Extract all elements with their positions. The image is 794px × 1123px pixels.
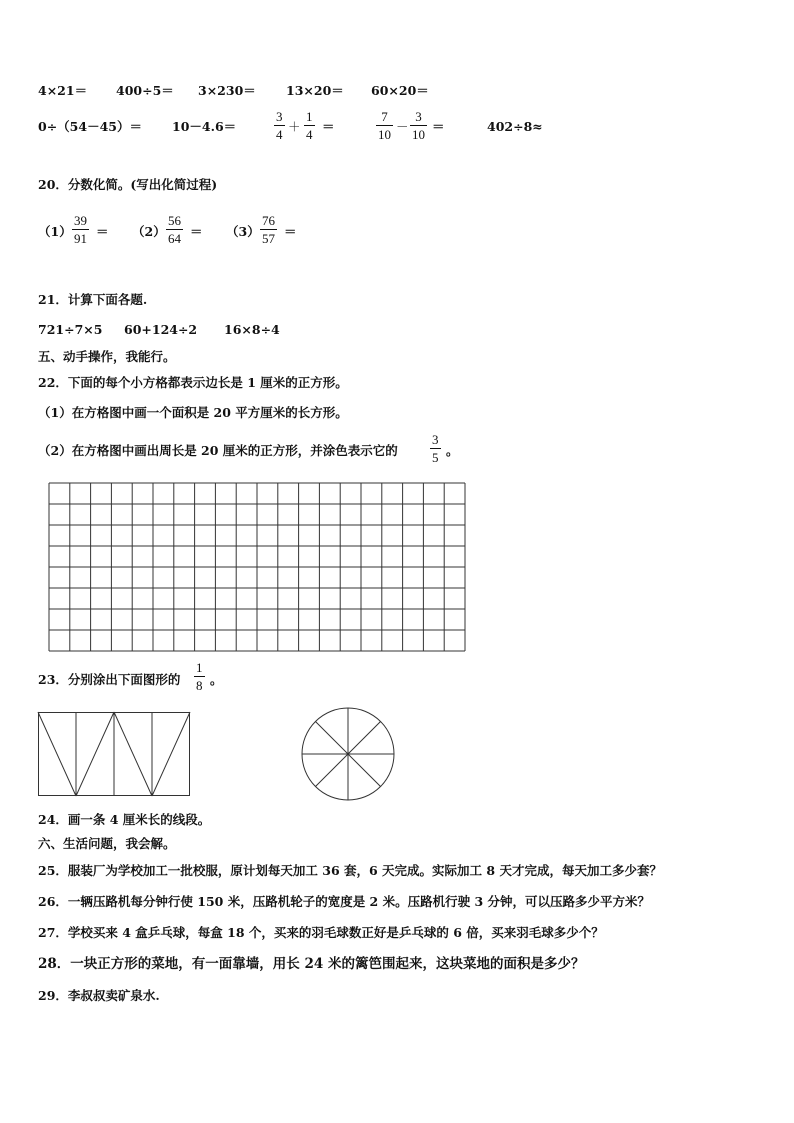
q21-expr-1: 721÷7×5 bbox=[38, 322, 103, 337]
calc-7: 10－4.6＝ bbox=[172, 119, 237, 134]
q22-sub2: （2）在方格图中画出周长是 20 厘米的正方形，并涂色表示它的 bbox=[38, 443, 398, 458]
q22-title: 22．下面的每个小方格都表示边长是 1 厘米的正方形。 bbox=[38, 375, 348, 390]
q21-title: 21．计算下面各题. bbox=[38, 292, 148, 307]
denominator: 10 bbox=[378, 127, 391, 142]
fraction-1-8 bbox=[194, 661, 205, 692]
denominator: 4 bbox=[306, 127, 313, 142]
q27: 27．学校买来 4 盒乒乓球，每盒 18 个，买来的羽毛球数正好是乒乓球的 6 倍，买来羽毛球多少个？ bbox=[38, 925, 604, 940]
denominator: 10 bbox=[412, 127, 425, 142]
numerator: 3 bbox=[432, 432, 439, 447]
q22-end: 。 bbox=[446, 443, 459, 458]
fraction-7-10 bbox=[376, 110, 393, 141]
numerator: 56 bbox=[168, 213, 181, 228]
circle-figure[interactable] bbox=[300, 706, 396, 802]
rect-diagonal bbox=[152, 712, 190, 796]
q23-end: 。 bbox=[210, 672, 223, 687]
calc-4: 13×20＝ bbox=[286, 83, 344, 98]
calc-3: 3×230＝ bbox=[198, 83, 256, 98]
q28: 28．一块正方形的菜地，有一面靠墙，用长 24 米的篱笆围起来，这块菜地的面积是多少？ bbox=[38, 956, 585, 972]
equals-sign: ＝ bbox=[322, 119, 335, 134]
q24: 24．画一条 4 厘米长的线段。 bbox=[38, 812, 211, 827]
q22-sub1: （1）在方格图中画一个面积是 20 平方厘米的长方形。 bbox=[38, 405, 348, 420]
square-grid[interactable] bbox=[48, 482, 466, 652]
section-5-heading: 五、动手操作，我能行。 bbox=[38, 349, 176, 364]
equals-sign: ＝ bbox=[190, 224, 203, 239]
denominator: 4 bbox=[276, 127, 283, 142]
calc-10: 402÷8≈ bbox=[487, 119, 543, 134]
fraction-1-4 bbox=[304, 110, 315, 141]
rect-diagonal bbox=[76, 712, 114, 796]
q26: 26．一辆压路机每分钟行使 150 米，压路机轮子的宽度是 2 米。压路机行驶 3 分钟，可以压路多少平方米？ bbox=[38, 894, 650, 909]
q20-title: 20．分数化简。(写出化简过程) bbox=[38, 177, 218, 192]
q20-label-1: （1） bbox=[38, 224, 72, 239]
fraction-3-4 bbox=[274, 110, 285, 141]
fraction-56-64 bbox=[166, 214, 183, 245]
q29: 29．李叔叔卖矿泉水. bbox=[38, 988, 160, 1003]
numerator: 76 bbox=[262, 213, 275, 228]
numerator: 7 bbox=[381, 109, 388, 124]
fraction-76-57 bbox=[260, 214, 277, 245]
fraction-39-91 bbox=[72, 214, 89, 245]
denominator: 64 bbox=[168, 231, 181, 246]
q20-label-2: （2） bbox=[132, 224, 166, 239]
rect-diagonal bbox=[114, 712, 152, 796]
minus-sign: － bbox=[396, 119, 409, 134]
equals-sign: ＝ bbox=[96, 224, 109, 239]
numerator: 39 bbox=[74, 213, 87, 228]
denominator: 57 bbox=[262, 231, 275, 246]
denominator: 5 bbox=[432, 450, 439, 465]
section-6-heading: 六、生活问题，我会解。 bbox=[38, 836, 176, 851]
q20-label-3: （3） bbox=[226, 224, 260, 239]
q21-expr-3: 16×8÷4 bbox=[224, 322, 280, 337]
equals-sign: ＝ bbox=[432, 119, 445, 134]
calc-5: 60×20＝ bbox=[371, 83, 429, 98]
denominator: 8 bbox=[196, 678, 203, 693]
rect-diagonal bbox=[38, 712, 76, 796]
numerator: 1 bbox=[306, 109, 313, 124]
q23-title: 23．分别涂出下面图形的 bbox=[38, 672, 181, 687]
numerator: 1 bbox=[196, 660, 203, 675]
denominator: 91 bbox=[74, 231, 87, 246]
fraction-3-10 bbox=[410, 110, 427, 141]
equals-sign: ＝ bbox=[284, 224, 297, 239]
q21-expr-2: 60+124÷2 bbox=[124, 322, 198, 337]
q25: 25．服装厂为学校加工一批校服，原计划每天加工 36 套，6 天完成。实际加工 8 天才完成，每天加工多少套？ bbox=[38, 863, 662, 878]
fraction-3-5 bbox=[430, 433, 441, 464]
calc-1: 4×21＝ bbox=[38, 83, 88, 98]
calc-6: 0÷（54－45）＝ bbox=[38, 119, 142, 134]
numerator: 3 bbox=[276, 109, 283, 124]
rectangle-figure[interactable] bbox=[38, 712, 190, 796]
plus-sign: ＋ bbox=[288, 119, 301, 134]
numerator: 3 bbox=[415, 109, 422, 124]
calc-2: 400÷5＝ bbox=[116, 83, 174, 98]
